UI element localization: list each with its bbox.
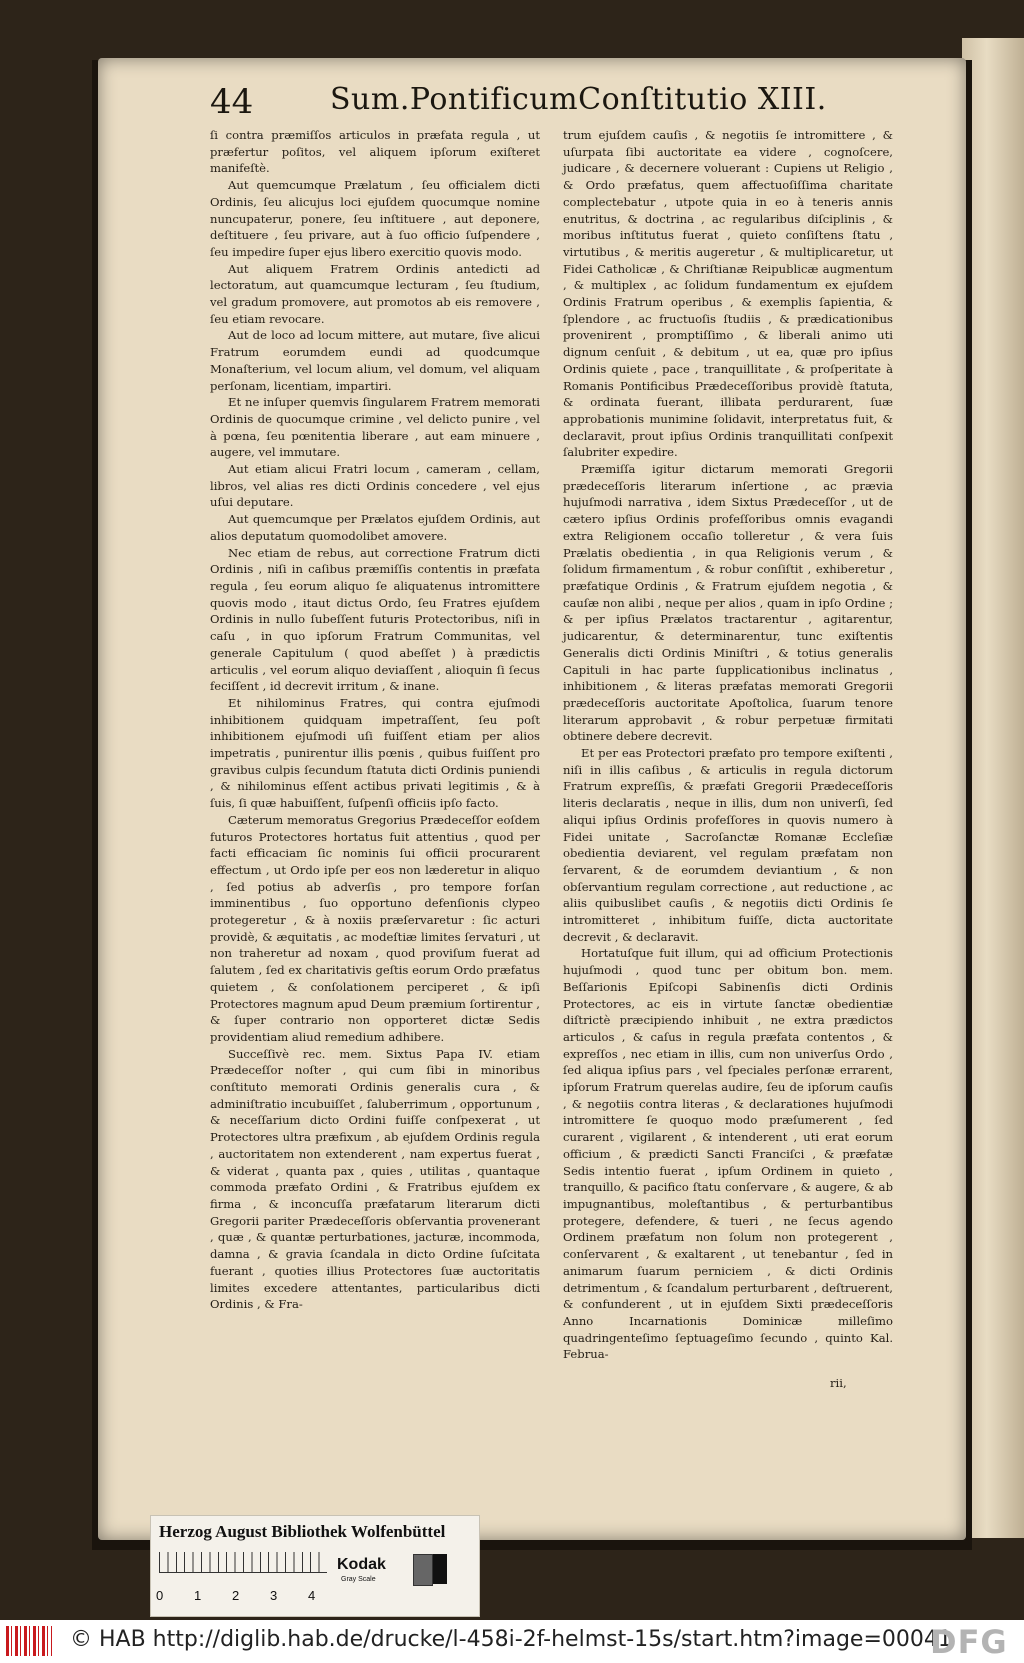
- paragraph: Aut etiam alicui Fratri locum , cameram , cellam, libros, vel alias res dicti Ordinis concedere , vel ejus uſui deputare.: [210, 462, 540, 510]
- kodak-logo: Kodak: [337, 1556, 386, 1573]
- left-column: [210, 127, 540, 1313]
- library-color-card: [150, 1515, 480, 1617]
- gray-scale-label: Gray Scale: [341, 1576, 376, 1583]
- paragraph: Aut de loco ad locum mittere, aut mutare, ſive alicui Fratrum eorumdem eundi ad quodcumque Monaſterium, vel locum alium, vel domum, vel aliquam perſonam, licentiam, impartiri.: [210, 328, 540, 393]
- paragraph: Cæterum memoratus Gregorius Prædeceſſor eoſdem futuros Protectores hortatus fuit attentius , quod per facti efficaciam ſic nominis ſui officii procurarent effectum , ut Ordo ipſe per eos non læderetur in aliquo , ſed potius ab adverſis , pro tempore forſan imminentibus , ſuo opportuno defenſionis clypeo protegeretur , & à noxiis præſervaretur : ſic acturi providè, & æquitatis , ac modeſtiæ limites ſervaturi , ut non traheretur ad noxam , quod proviſum fuerat ad ſalutem , ſed ex charitativis geſtis eorum Ordo præfatus quietem , & conſolationem perciperet , & ipſi Protectores magnum apud Deum præmium ſortirentur , & ſuper contrario non opporteret dictæ Sedis providentiam aliud remedium adhibere.: [210, 812, 540, 1044]
- ruler-label: 3: [270, 1588, 278, 1603]
- right-column: [563, 127, 893, 1363]
- ruler-label: 2: [232, 1588, 240, 1603]
- page-header: [210, 82, 827, 126]
- paragraph: Hortatuſque fuit illum, qui ad officium Protectionis hujuſmodi , quod tunc per obitum bon. mem. Beſſarionis Epiſcopi Sabinenſis dicti Ordinis Protectores, ac eis in virtute ſanctæ obedientiæ diſtrictè præcipiendo inhibuit , ne extra prædictos articulos , & caſus in regula præfata contentos , & expreſſos , nec etiam in illis, cum non univerſus Ordo , ſed aliqua ipſius pars , vel ſpeciales perſonæ errarent, ipſorum Fratrum querelas audire, ſeu de ipſorum cauſis , & negotiis contra literas , & declarationes hujuſmodi intromittere ſe quoquo modo præſumerent , ſed curarent , vigilarent , & intenderent , uti erat eorum officium , & prædicti Sancti Franciſci , & præfatæ Sedis intentio fuerat , ipſum Ordinem in quieto , tranquillo, & pacifico ſtatu conſervare , & augere, & ab impugnantibus, moleſtantibus , & perturbantibus protegere, defendere, & tueri , ne ſecus agendo Ordinem præfatum non ſolum non protegerent , conſervarent , & exaltarent , ut tenebantur , ſed in animarum ſuarum perniciem , & dicti Ordinis detrimentum , & ſcandalum perturbarent , deſtruerent, & confunderent , ut in ejuſdem Sixti prædeceſſoris Anno Incarnationis Dominicæ milleſimo quadringenteſimo ſeptuageſimo ſecundo , quinto Kal. Februa-: [563, 946, 893, 1362]
- ruler-label: 4: [308, 1588, 316, 1603]
- paragraph: Nec etiam de rebus, aut correctione Fratrum dicti Ordinis , niſi in caſibus præmiſſis contentis in præfata regula , ſeu eorum aliquo ſe aliquatenus intromittere quovis modo , itaut dictus Ordo, ſeu Fratres ejuſdem Ordinis in nullo ſubeſſent futuris Protectoribus, niſi in caſu , in quo ipſorum Fratrum Communitas, vel generale Capitulum ( quod abeſſet ) à prædictis articulis , vel eorum aliquo deviaſſent , alioquin ſi ſecus feciſſent , id decrevit irritum , & inane.: [210, 545, 540, 694]
- paragraph: Aut quemcumque Prælatum , ſeu officialem dicti Ordinis, ſeu alicujus loci ejuſdem quocumque nomine nuncupaterur, ponere, ſeu inſtituere , aut deponere, deſtituere , ſeu privare, aut à ſuo officio ſuſpendere , ſeu impedire ſuper ejus libero exercitio quovis modo.: [210, 178, 540, 259]
- footer-bar: [0, 1620, 1024, 1663]
- page-number: 44: [210, 82, 254, 122]
- paragraph: Aut quemcumque per Prælatos ejuſdem Ordinis, aut alios deputatum quomodolibet amovere.: [210, 512, 540, 543]
- running-title: Sum.PontificumConſtitutio XIII.: [330, 82, 827, 117]
- paragraph: Aut aliquem Fratrem Ordinis antedicti ad lectoratum, aut quamcumque lecturam , ſeu ſtudium, vel gradum promovere, aut promotos ab eis removere , ſeu etiam revocare.: [210, 261, 540, 326]
- paragraph: Et ne inſuper quemvis ſingularem Fratrem memorati Ordinis de quocumque crimine , vel delicto punire , vel à pœna, ſeu pœnitentia liberare , aut eam minuere , augere, vel immutare.: [210, 395, 540, 460]
- paragraph: ſi contra præmiſſos articulos in præfata regula , ut præfertur poſitos, vel aliquem ipſorum exiſteret manifeſtè.: [210, 128, 540, 176]
- scale-ruler: [159, 1552, 327, 1573]
- paragraph: trum ejuſdem cauſis , & negotiis ſe intromittere , & uſurpata ſibi auctoritate ea videre , cognoſcere, judicare , & decernere voluerant : Cupiens ut Religio , & Ordo præfatus, quem affectuoſiſſima charitate complectebatur , utpote quia in eo à teneris annis enutritus, & doctrina , ac regularibus diſciplinis , & moribus inſtitutus fuerat , quieto conſiſtens ſtatu , virtutibus , & meritis augeretur , & multiplicaretur, ut Fidei Catholicæ , & Chriſtianæ Reipublicæ augmentum , & multiplex , ac ſolidum fundamentum ex ejuſdem Ordinis Fratrum operibus , & exemplis ſapientia, & ſplendore , ac fructuoſis ſtudiis , & prædicationibus provenirent , promptiſſimo , & liberali animo uti dignum cenſuit , & debitum , ut ea, quæ pro ipſius Ordinis quiete , pace , tranquillitate , & proſperitate à Romanis Pontificibus Prædeceſſoribus providè ſtatuta, & ordinata fuerant, illibata perdurarent, ſuæ approbationis munimine ſolidavit, interpretatus fuit, & declaravit, prout ipſius Ordinis tranquillitati conſpexit ſalubriter expedire.: [563, 128, 893, 460]
- paragraph: Et nihilominus Fratres, qui contra ejuſmodi inhibitionem quidquam impetraſſent, ſeu poſt inhibitionem ejuſmodi uſi fuiſſent etiam per alios impetratis , punirentur illis pœnis , quibus fuiſſent pro gravibus culpis ſecundum ſtatuta dicti Ordinis puniendi , & nihilominus eſſent actibus privati legitimis , & à ſuis, ſi quæ habuiſſent, ſuſpenſi officiis ipſo facto.: [210, 695, 540, 811]
- paragraph: Succeſſivè rec. mem. Sixtus Papa IV. etiam Prædeceſſor noſter , qui cum ſibi in minoribus conſtituto memorati Ordinis generalis cura , & adminiſtratio incubuiſſet , ſaluberrimum , opportunum , & neceſſarium dicto Ordini fuiſſe conſpexerat , ut Protectores ultra præfixum , ab ejuſdem Ordinis regula , auctoritatem non extenderent , nam expertus fuerat , & viderat , quanta pax , quies , utilitas , quantaque commoda præfato Ordini , & Fratribus ejuſdem ex firma , & inconcuſſa præfatarum literarum dicti Gregorii pariter Prædeceſſoris obſervantia provenerant , quæ , & quantæ perturbationes, jacturæ, incommoda, damna , & gravia ſcandala in dicto Ordine ſuſcitata fuerant , quoties illius Protectores ſuæ auctoritatis limites excedere attentantes, particularibus dicti Ordinis , & Fra-: [210, 1046, 540, 1312]
- library-name: Herzog August Bibliothek Wolfenbüttel: [159, 1522, 446, 1541]
- black-patch: [433, 1554, 447, 1584]
- footer-url[interactable]: © HAB http://diglib.hab.de/drucke/l-458i-2f-helmst-15s/start.htm?image=00041: [70, 1627, 952, 1652]
- ruler-label: 1: [194, 1588, 202, 1603]
- dfg-logo: DFG: [930, 1623, 1008, 1661]
- paragraph: Et per eas Protectori præfato pro tempore exiſtenti , niſi in illis caſibus , & articulis in regula dictorum Fratrum expreſſis, & præfati Gregorii Prædeceſſoris literis declaratis , neque in illis, dum non univerſi, ſed aliqui ipſius Ordinis profeſſores in quovis numero à Fidei unitate , Sacroſanctæ Romanæ Eccleſiæ obedientia deviarent, vel regulam præfatam non ſervarent, & de eorumdem deviantium , & non obſervantium regulam correctione , aut reductione , ac aliis quibuslibet cauſis , & negotiis dicti Ordinis ſe intromitteret , inhibitum fuiſſe, dicta auctoritate decrevit , & declaravit.: [563, 746, 893, 944]
- paragraph: Præmiſſa igitur dictarum memorati Gregorii prædeceſſoris literarum inſertione , ac prævia hujuſmodi narrativa , idem Sixtus Prædeceſſor , ut de cætero ipſius Ordinis profeſſoribus omnis evagandi extra Religionem occaſio tolleretur , & vera ſuis Prælatis obedientia , in qua Religionis verum , & ſolidum firmamentum , & robur conſiſtit , exhiberetur , præfatique Ordinis , & Fratrum ejuſdem negotia , & cauſæ non alibi , neque per alios , quam in ipſo Ordine ; & per ipſius Prælatos tractarentur , agitarentur, judicarentur, & determinarentur, tunc exiſtentis Generalis dicti Ordinis Miniſtri , & totius generalis Capituli in hac parte ſupplicationibus inclinatus , inhibitionem , & literas præfatas memorati Gregorii prædeceſſoris auctoritate Apoſtolica, ſuarum tenore literarum approbavit , & robur perpetuæ firmitati obtinere debere decrevit.: [563, 462, 893, 744]
- gray-patch: [413, 1554, 433, 1586]
- catchword: rii,: [830, 1376, 847, 1390]
- hab-logo-icon: [6, 1626, 52, 1656]
- ruler-label: 0: [156, 1588, 164, 1603]
